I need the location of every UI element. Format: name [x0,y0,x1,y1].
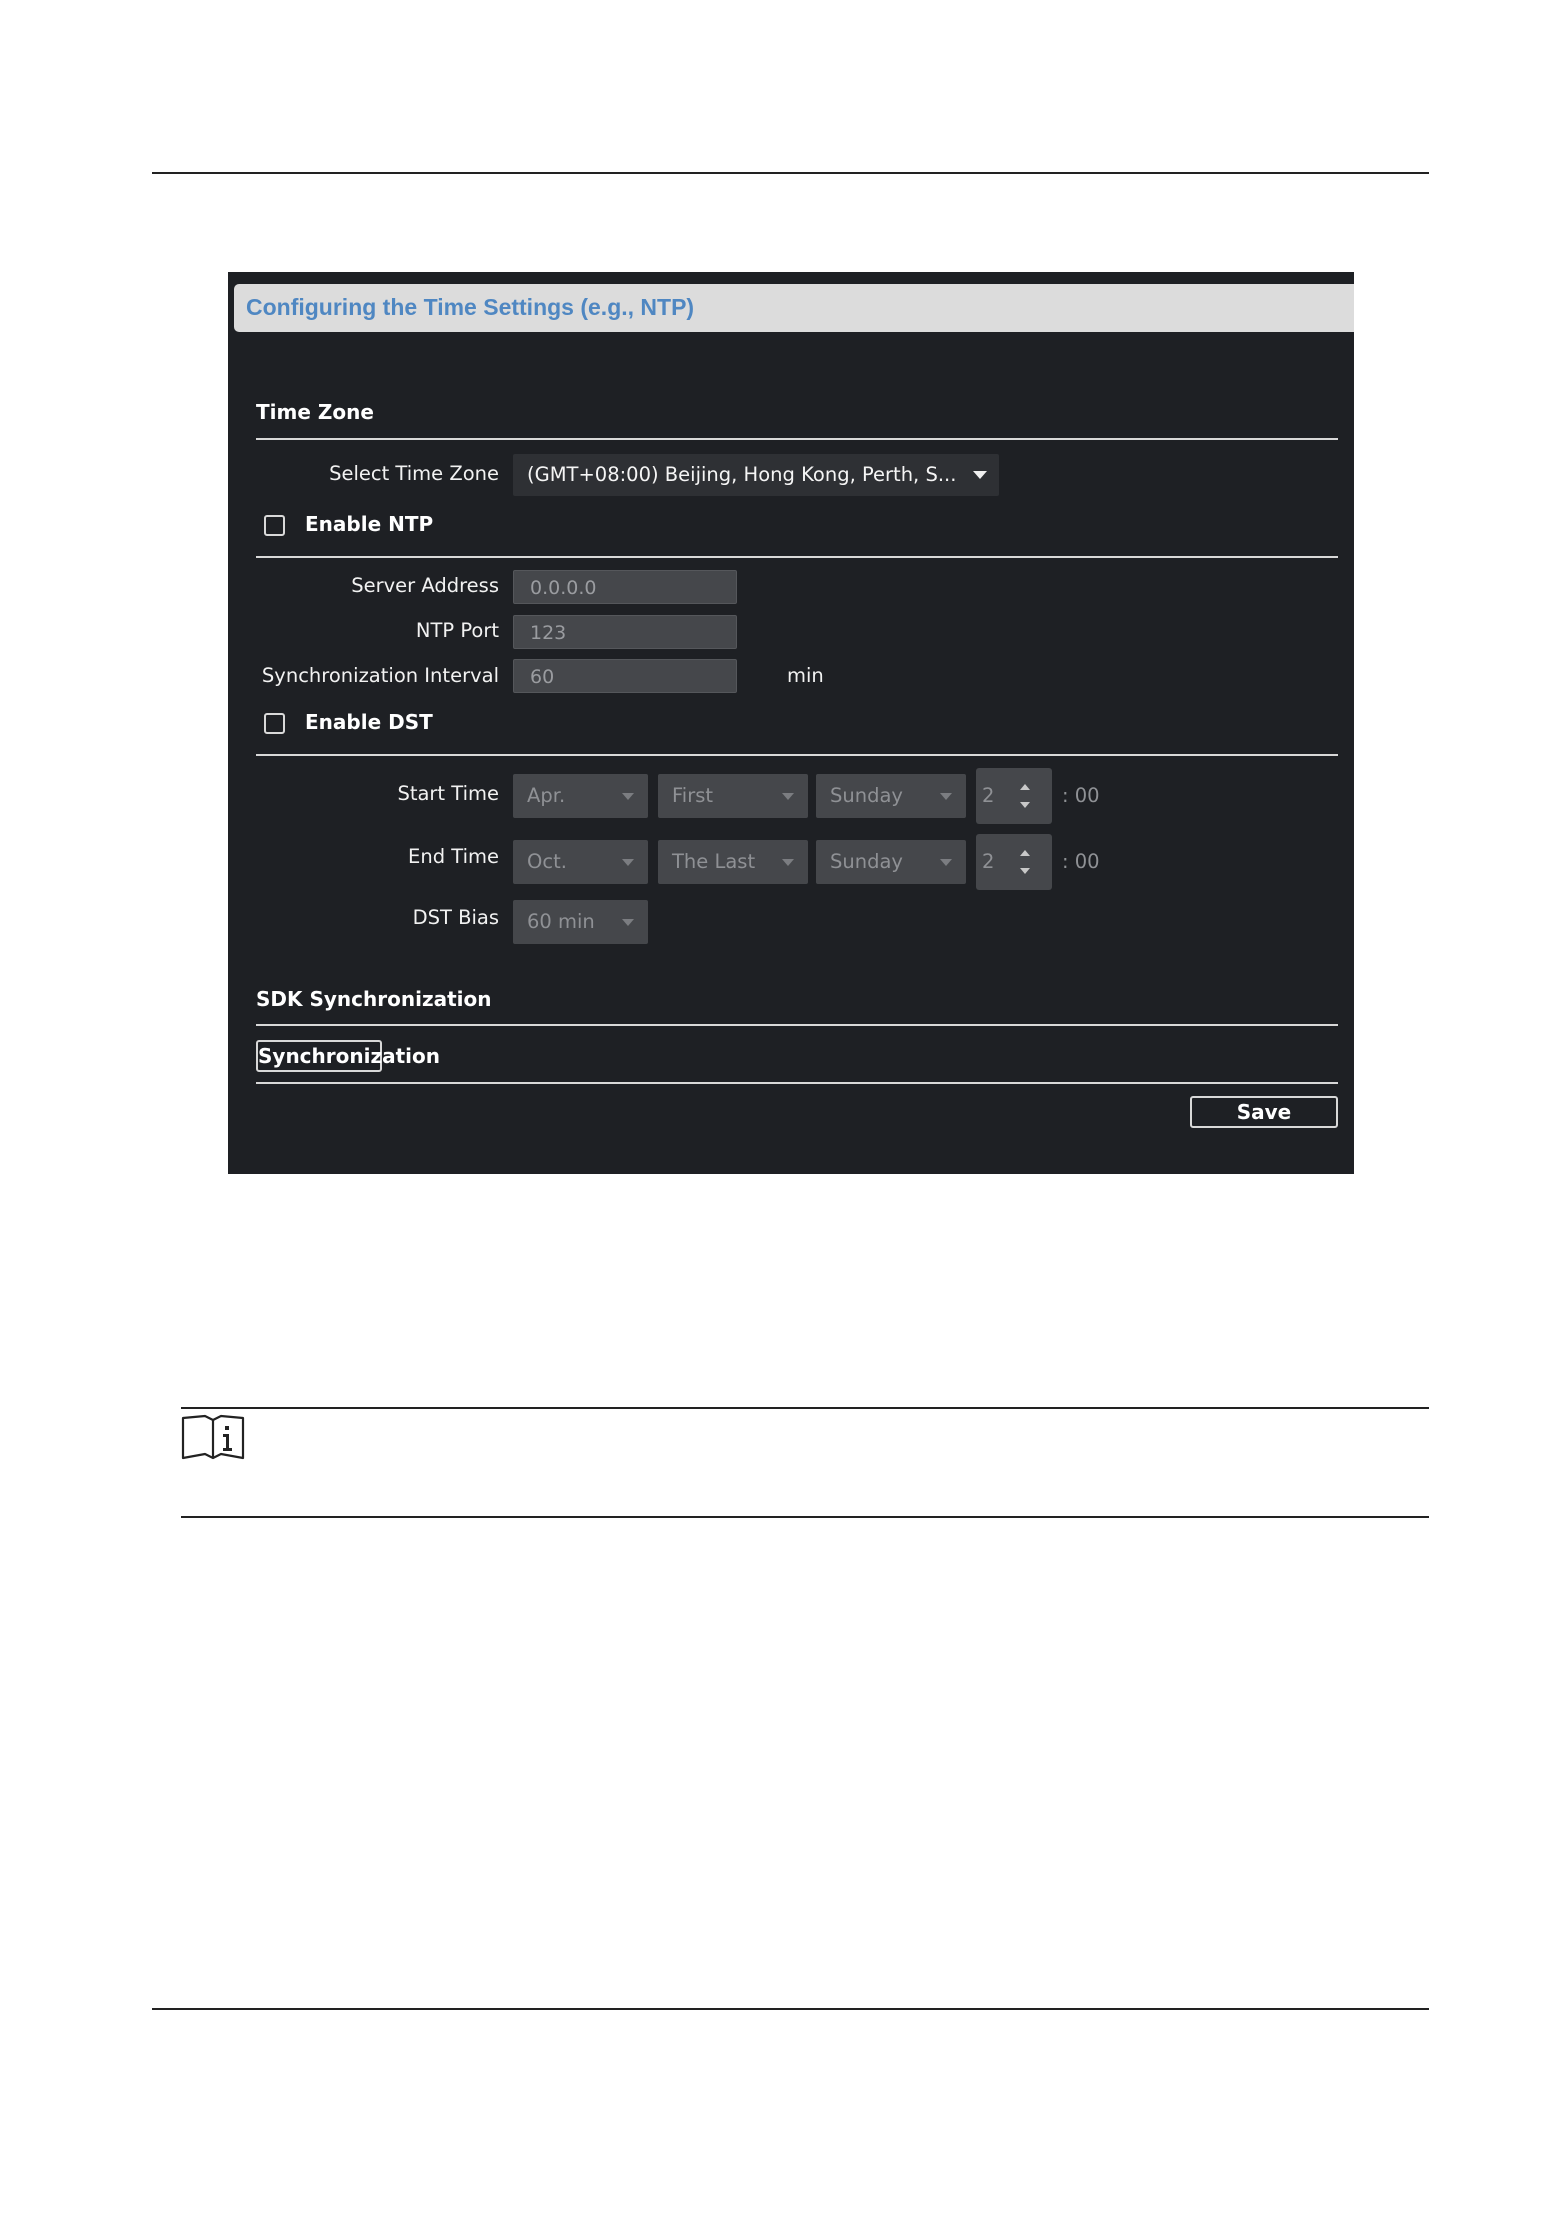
book-info-icon [181,1414,245,1462]
decrement-arrow-icon[interactable] [1020,868,1030,874]
dropdown-arrow-icon [622,919,634,926]
header-rule [152,172,1429,174]
time-zone-value: (GMT+08:00) Beijing, Hong Kong, Perth, S... [527,463,957,486]
save-button[interactable]: Save [1190,1096,1338,1128]
dropdown-arrow-icon [940,859,952,866]
ntp-port-label: NTP Port [415,619,499,642]
dst-bias-label: DST Bias [412,906,499,929]
end-month-select[interactable] [513,840,648,884]
dst-end-time-label: End Time [408,845,499,868]
note-top-rule [181,1407,1429,1409]
dropdown-arrow-icon [622,793,634,800]
enable-ntp-label: Enable NTP [305,512,434,536]
dropdown-arrow-icon [782,793,794,800]
sdk-sync-section-title: SDK Synchronization [256,987,492,1011]
end-day-value: Sunday [830,850,903,873]
footer-rule [152,2008,1429,2010]
start-month-value: Apr. [527,784,566,807]
panel-title: Configuring the Time Settings (e.g., NTP) [246,294,695,320]
select-time-zone-label: Select Time Zone [329,462,499,485]
dropdown-arrow-icon [622,859,634,866]
start-day-value: Sunday [830,784,903,807]
end-hour-stepper[interactable] [976,834,1052,890]
sync-interval-label: Synchronization Interval [261,664,499,687]
sync-interval-input[interactable]: 60 [513,659,737,693]
increment-arrow-icon[interactable] [1020,850,1030,856]
dropdown-arrow-icon [940,793,952,800]
start-month-select[interactable] [513,774,648,818]
server-address-label: Server Address [351,574,499,597]
dst-bias-value: 60 min [527,910,595,933]
dropdown-arrow-icon [973,471,987,479]
end-week-select[interactable] [658,840,808,884]
section-divider [256,1024,1338,1026]
decrement-arrow-icon[interactable] [1020,802,1030,808]
end-minutes: : 00 [1062,850,1100,873]
start-week-value: First [672,784,714,807]
start-day-select[interactable] [816,774,966,818]
start-minutes: : 00 [1062,784,1100,807]
section-divider [256,754,1338,756]
end-hour-value: 2 [982,850,995,873]
enable-ntp-checkbox[interactable] [264,515,285,536]
enable-dst-label: Enable DST [305,710,433,734]
panel-title-bar [234,284,1354,332]
time-zone-section-title: Time Zone [256,400,374,424]
ntp-port-input[interactable]: 123 [513,615,737,649]
synchronization-button[interactable]: Synchronization [256,1040,382,1072]
section-divider [256,1082,1338,1084]
end-day-select[interactable] [816,840,966,884]
time-settings-panel [228,272,1354,1174]
dropdown-arrow-icon [782,859,794,866]
server-address-input[interactable]: 0.0.0.0 [513,570,737,604]
start-hour-stepper[interactable] [976,768,1052,824]
end-month-value: Oct. [527,850,567,873]
start-hour-value: 2 [982,784,995,807]
section-divider [256,438,1338,440]
interval-unit: min [787,664,824,687]
increment-arrow-icon[interactable] [1020,784,1030,790]
end-week-value: The Last [672,850,756,873]
dst-start-time-label: Start Time [397,782,499,805]
dst-bias-select[interactable] [513,900,648,944]
note-bottom-rule [181,1516,1429,1518]
enable-dst-checkbox[interactable] [264,713,285,734]
time-zone-select[interactable] [513,454,999,496]
start-week-select[interactable] [658,774,808,818]
section-divider [256,556,1338,558]
